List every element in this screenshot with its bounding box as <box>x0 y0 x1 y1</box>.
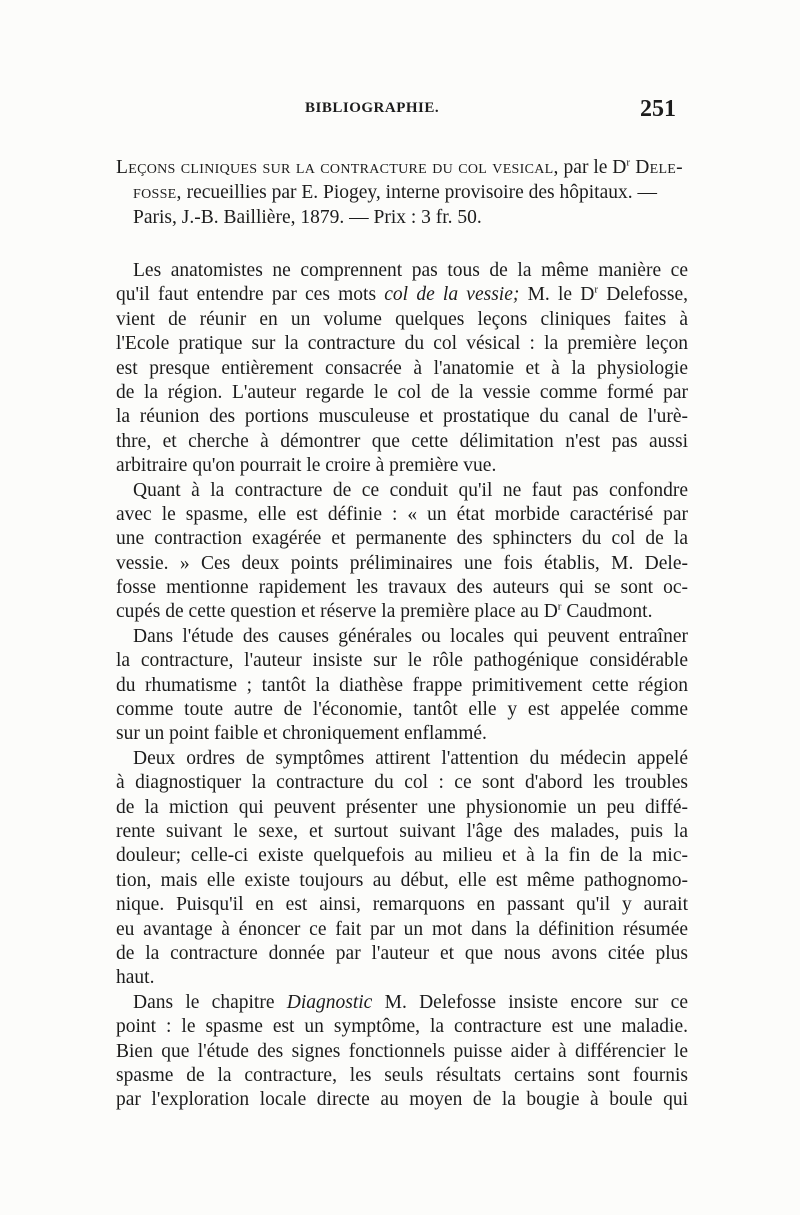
text-line: tion, mais elle existe toujours au début, elle est même pathognomo- <box>116 869 688 891</box>
citation-line: Paris, J.-B. Baillière, 1879. — Prix : 3 fr. 50. <box>133 207 482 228</box>
text-line: l'Ecole pratique sur la contracture du col vésical : la première leçon <box>116 333 688 355</box>
text-line: douleur; celle-ci existe quelquefois au milieu et à la fin de la mic- <box>116 845 688 867</box>
text-line: Dans l'étude des causes générales ou locales qui peuvent entraîner <box>133 625 688 647</box>
text-line: par l'exploration locale directe au moyen de la bougie à boule qui <box>116 1089 688 1111</box>
text-line: du rhumatisme ; tantôt la diathèse frappe primitivement cette région <box>116 674 688 696</box>
citation-line: fosse, recueillies par E. Piogey, interne provisoire des hôpitaux. — <box>133 182 657 203</box>
text-line: fosse mentionne rapidement les travaux des auteurs qui se sont oc- <box>116 577 688 599</box>
text-line: point : le spasme est un symptôme, la contracture est une maladie. <box>116 1016 688 1038</box>
text-line: qu'il faut entendre par ces mots col de la vessie; M. le $D^r$ Delefosse, <box>116 283 689 306</box>
text-line: Quant à la contracture de ce conduit qu'il ne faut pas confondre <box>133 479 688 501</box>
review-text <box>116 259 688 1113</box>
text-line: arbitraire qu'on pourrait le croire à première vue. <box>116 455 497 477</box>
text-line: vient de réunir en un volume quelques leçons cliniques faites à <box>116 308 688 330</box>
book-title: Leçons cliniques sur la contracture du col vesical, <box>116 157 559 178</box>
author-name: Dele- <box>630 157 683 178</box>
text-line: Dans le chapitre Diagnostic M. Delefosse insiste encore sur ce <box>133 991 688 1013</box>
text-line: Bien que l'étude des signes fonctionnels puisse aider à différencier le <box>116 1040 688 1062</box>
author-name: fosse, <box>133 182 182 203</box>
text-line: cupés de cette question et réserve la première place au $D^r$ Caudmont. <box>116 600 653 623</box>
text-line: eu avantage à énoncer ce fait par un mot dans la définition résumée <box>116 918 688 940</box>
text-line: une contraction exagérée et permanente des sphincters du col de la <box>116 528 688 550</box>
text-line: sur un point faible et chroniquement enflammé. <box>116 723 487 745</box>
text-line: thre, et cherche à démontrer que cette délimitation n'est pas aussi <box>116 430 688 452</box>
text-line: rente suivant le sexe, et surtout suivant l'âge des malades, puis la <box>116 820 688 842</box>
text-line: la réunion des portions musculeuse et prostatique du canal de l'urè- <box>116 406 688 428</box>
page-number: 251 <box>640 96 676 122</box>
text-line: de la région. L'auteur regarde le col de la vessie comme formé par <box>116 381 688 403</box>
text-line: à diagnostiquer la contracture du col : ce sont d'abord les troubles <box>116 772 688 794</box>
bibliographic-citation <box>116 155 688 230</box>
text-line: spasme de la contracture, les seuls résultats certains sont fournis <box>116 1064 688 1086</box>
text-line: comme toute autre de l'économie, tantôt elle y est appelée comme <box>116 699 688 721</box>
citation-line: Leçons cliniques sur la contracture du col vesical, par le $D^r$ Dele- <box>116 156 683 178</box>
text-line: Deux ordres de symptômes attirent l'attention du médecin appelé <box>133 747 688 769</box>
text-line: haut. <box>116 967 155 989</box>
section-title: BIBLIOGRAPHIE. <box>305 100 440 116</box>
running-head <box>0 96 800 126</box>
text-line: est presque entièrement consacrée à l'anatomie et à la physiologie <box>116 357 688 379</box>
text-line: de la miction qui peuvent présenter une physionomie un peu diffé- <box>116 796 688 818</box>
text-line: de la contracture donnée par l'auteur et que nous avons citée plus <box>116 942 688 964</box>
text-line: la contracture, l'auteur insiste sur le rôle pathogénique considérable <box>116 650 688 672</box>
text-line: avec le spasme, elle est définie : « un état morbide caractérisé par <box>116 503 688 525</box>
text-line: nique. Puisqu'il en est ainsi, remarquons en passant qu'il y aurait <box>116 894 688 916</box>
text-line: vessie. » Ces deux points préliminaires une fois établis, M. Dele- <box>116 552 688 574</box>
text-line: Les anatomistes ne comprennent pas tous de la même manière ce <box>133 260 688 281</box>
